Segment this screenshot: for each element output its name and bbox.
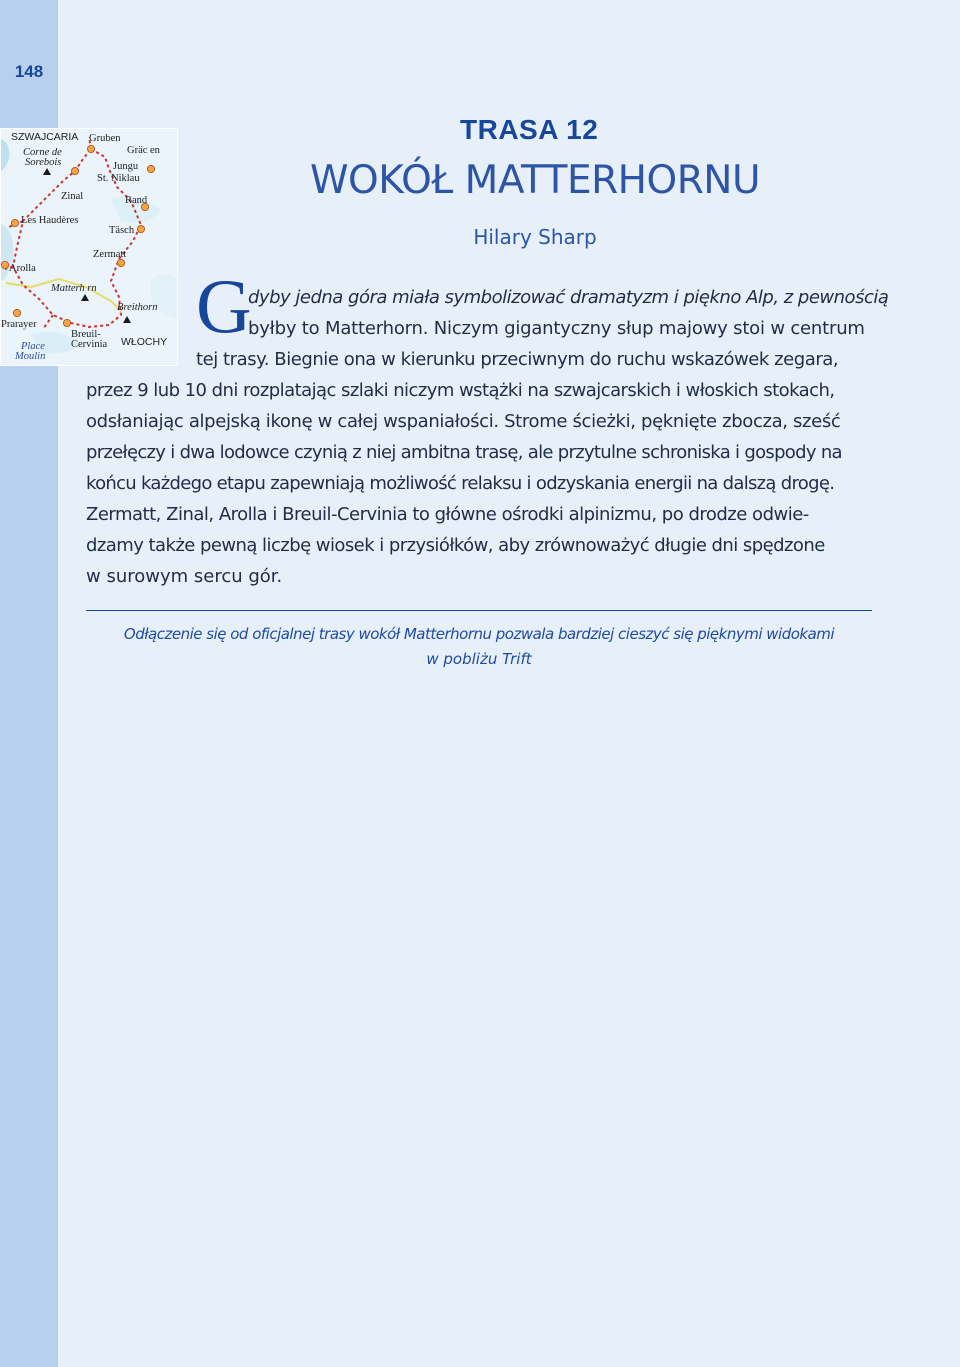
page-title: WOKÓŁ MATTERHORNU [309,158,761,203]
map-label-breuil: Breuil- [71,329,101,340]
map-label-place: Place [21,341,45,352]
map-label-prarayer: Prarayer [1,319,37,330]
map-label-les-hauderes: Les Haudères [21,215,79,226]
map-label-jungu: Jungu [113,161,139,172]
route-map [0,128,178,366]
map-label-wlochy: WŁOCHY [121,336,168,348]
caption-divider [86,610,872,611]
map-label-gruben: Gruben [89,133,121,144]
map-label-zinal: Zinal [61,191,84,202]
map-label-zermatt: Zermatt [93,249,127,260]
body-line-2: byłby to Matterhorn. Niczym gigantyczny słup majowy stoi w centrum [248,318,865,339]
body-line-10: w surowym sercu gór. [86,566,283,587]
author-name: Hilary Sharp [473,225,597,249]
map-label-cervinia: Cervinia [71,339,108,350]
body-line-1: dyby jedna góra miała symbolizować dramatyzm i piękno Alp, z pewnością [248,287,889,308]
route-label: TRASA 12 [460,114,599,145]
map-label-grachen: Gräc en [127,145,160,156]
body-line-3: tej trasy. Biegnie ona w kierunku przeciwnym do ruchu wskazówek zegara, [196,349,839,370]
map-label-tasch: Täsch [109,225,135,236]
photo-caption-line-2: w pobliżu Trift [426,650,532,668]
body-line-9: dzamy także pewną liczbę wiosek i przysiółków, aby zrównoważyć długie dni spędzone [86,535,825,556]
map-label-sorebois: Sorebois [25,157,62,168]
map-label-arolla: Arolla [9,263,36,274]
body-line-5: odsłaniając alpejską ikonę w całej wspaniałości. Strome ścieżki, pęknięte zbocza, sześć [86,411,841,432]
map-label-stniklau: St. Niklau [97,173,140,184]
body-line-7: końcu każdego etapu zapewniają możliwość relaksu i odzyskania energii na dalszą drogę. [86,473,835,494]
drop-cap: G [196,263,252,349]
body-line-4: przez 9 lub 10 dni rozplatając szlaki niczym wstążki na szwajcarskich i włoskich stokach, [86,380,835,401]
photo-caption-line-1: Odłączenie się od oficjalnej trasy wokół Matterhornu pozwala bardziej cieszyć się pięknymi widokami [123,625,835,643]
map-label-szwajcaria: SZWAJCARIA [11,131,79,143]
map-label-matterhorn: Matterh rn [51,283,97,294]
body-line-6: przełęczy i dwa lodowce czynią z niej ambitna trasę, ale przytulne schroniska i gospody na [86,442,842,463]
map-label-rand: Rand [125,195,148,206]
body-line-8: Zermatt, Zinal, Arolla i Breuil-Cervinia to główne ośrodki alpinizmu, po drodze odwie- [86,504,809,525]
map-label-corne: Corne de [23,147,62,158]
map-label-breithorn: Breithorn [117,302,158,313]
map-label-moulin: Moulin [15,351,46,362]
page-number: 148 [14,62,44,81]
